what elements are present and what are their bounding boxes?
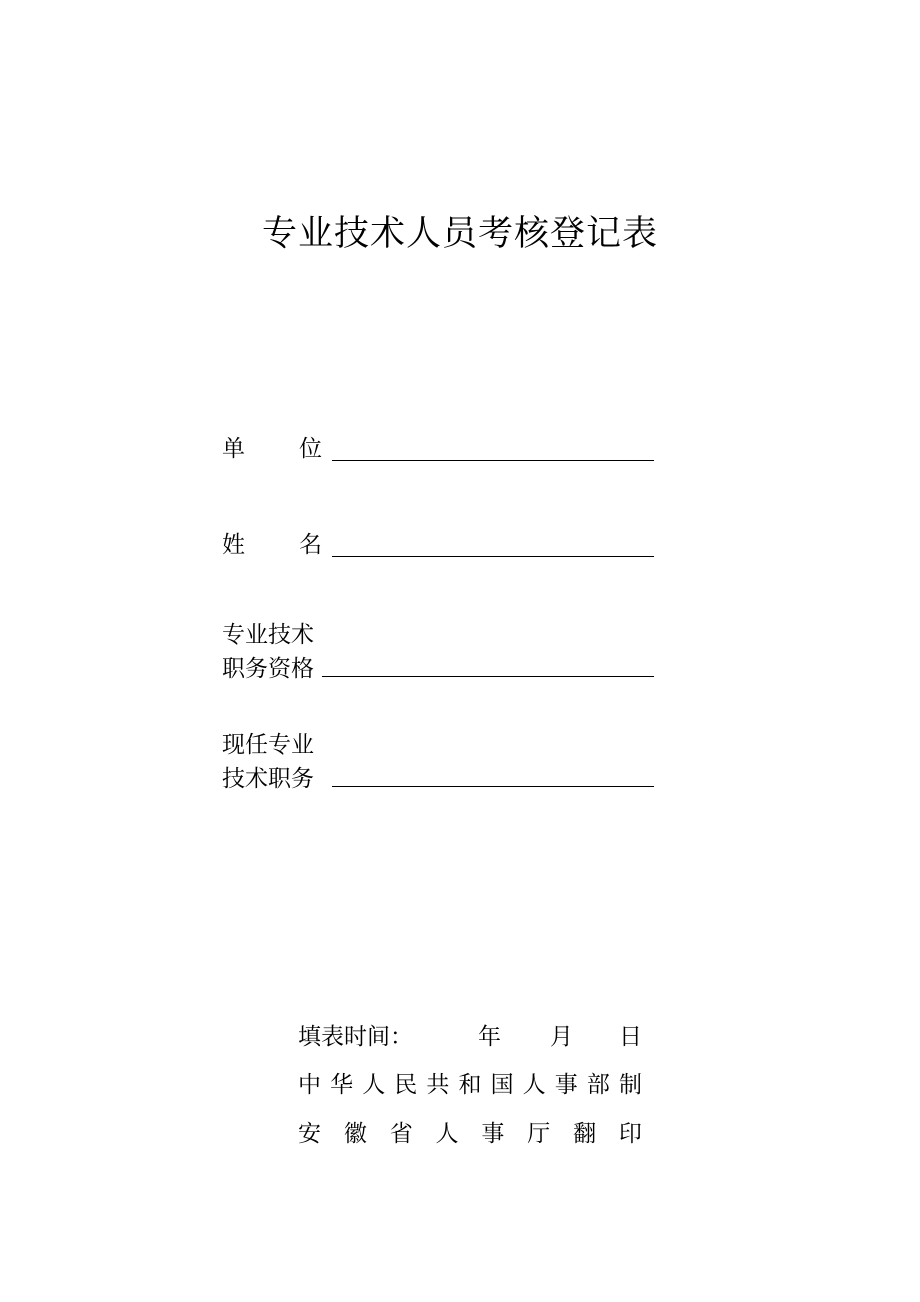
qualification-label bbox=[222, 618, 322, 686]
qualification-input-line[interactable] bbox=[322, 676, 654, 677]
qualification-label-line: 专业技术 bbox=[222, 622, 314, 648]
name-label-char: 姓 bbox=[222, 532, 245, 558]
reprint-char: 徽 bbox=[343, 1121, 367, 1147]
name-label-char: 名 bbox=[299, 532, 322, 558]
issuer-char: 国 bbox=[490, 1072, 514, 1098]
reprint-char: 事 bbox=[481, 1121, 505, 1147]
current-post-field bbox=[222, 728, 662, 796]
reprint-char: 厅 bbox=[527, 1121, 551, 1147]
issuer-char: 部 bbox=[586, 1072, 610, 1098]
qualification-label-line: 职务资格 bbox=[222, 656, 314, 682]
fill-time-label: 填表时间： bbox=[298, 1024, 413, 1050]
name-field bbox=[222, 528, 662, 562]
current-post-label-line: 技术职务 bbox=[222, 766, 314, 792]
unit-label-char: 位 bbox=[299, 436, 322, 462]
issuer-char: 和 bbox=[458, 1072, 482, 1098]
unit-label bbox=[222, 432, 322, 466]
reprint-char: 安 bbox=[298, 1121, 321, 1147]
month-label: 月 bbox=[550, 1024, 573, 1050]
reprint-char: 印 bbox=[618, 1121, 642, 1147]
reprint-char: 省 bbox=[389, 1121, 413, 1147]
current-post-label bbox=[222, 728, 322, 796]
fill-date-row bbox=[298, 1020, 642, 1054]
issuer-char: 民 bbox=[394, 1072, 418, 1098]
unit-label-char: 单 bbox=[222, 436, 245, 462]
issuer-char: 人 bbox=[362, 1072, 386, 1098]
issuer-char: 事 bbox=[554, 1072, 578, 1098]
current-post-label-line: 现任专业 bbox=[222, 732, 314, 758]
reprint-char: 人 bbox=[435, 1121, 459, 1147]
reprint-line bbox=[298, 1117, 642, 1151]
current-post-input-line[interactable] bbox=[332, 786, 654, 787]
issuer-char: 制 bbox=[618, 1072, 642, 1098]
qualification-field bbox=[222, 618, 662, 686]
issuer-char: 华 bbox=[330, 1072, 354, 1098]
issuer-char: 人 bbox=[522, 1072, 546, 1098]
issuer-char: 共 bbox=[426, 1072, 450, 1098]
issuer-line bbox=[298, 1068, 642, 1102]
unit-input-line[interactable] bbox=[332, 460, 654, 461]
unit-field bbox=[222, 432, 662, 466]
form-title: 专业技术人员考核登记表 bbox=[261, 214, 658, 254]
year-label: 年 bbox=[478, 1024, 501, 1050]
name-input-line[interactable] bbox=[332, 556, 654, 557]
name-label bbox=[222, 528, 322, 562]
issuer-char: 中 bbox=[298, 1072, 321, 1098]
day-label: 日 bbox=[619, 1024, 642, 1050]
reprint-char: 翻 bbox=[573, 1121, 597, 1147]
